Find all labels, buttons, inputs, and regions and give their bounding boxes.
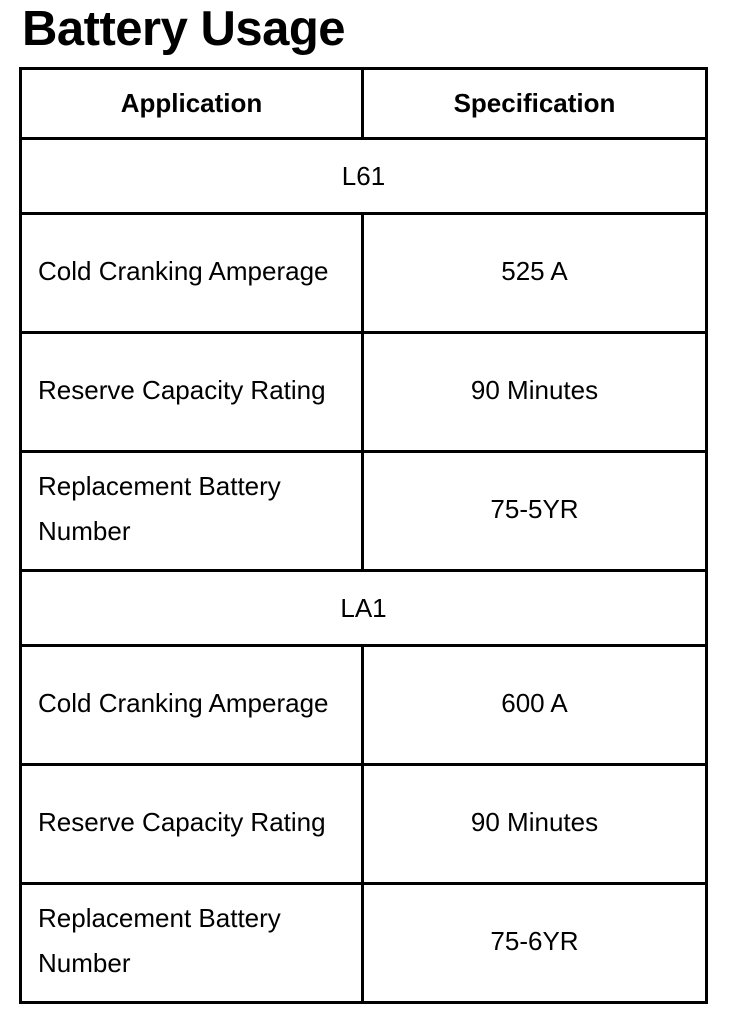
column-header-application: Application: [21, 69, 363, 139]
row-label: Replacement Battery Number: [21, 452, 363, 571]
column-header-specification: Specification: [363, 69, 707, 139]
table-row: [21, 646, 707, 765]
table-row: [21, 452, 707, 571]
table-row: [21, 214, 707, 333]
table-header-row: [21, 69, 707, 139]
row-value: 525 A: [363, 214, 707, 333]
row-value: 90 Minutes: [363, 765, 707, 884]
battery-spec-table: [19, 67, 708, 1004]
row-value: 600 A: [363, 646, 707, 765]
table-row: [21, 765, 707, 884]
row-value: 75-5YR: [363, 452, 707, 571]
row-value: 90 Minutes: [363, 333, 707, 452]
row-label: Reserve Capacity Rating: [21, 765, 363, 884]
row-label: Cold Cranking Amperage: [21, 646, 363, 765]
row-value: 75-6YR: [363, 884, 707, 1003]
section-row: [21, 571, 707, 646]
section-label-l61: L61: [21, 139, 707, 214]
row-label: Reserve Capacity Rating: [21, 333, 363, 452]
table-row: [21, 884, 707, 1003]
section-label-la1: LA1: [21, 571, 707, 646]
row-label: Replacement Battery Number: [21, 884, 363, 1003]
section-row: [21, 139, 707, 214]
row-label: Cold Cranking Amperage: [21, 214, 363, 333]
table-row: [21, 333, 707, 452]
page-title: Battery Usage: [22, 2, 346, 56]
